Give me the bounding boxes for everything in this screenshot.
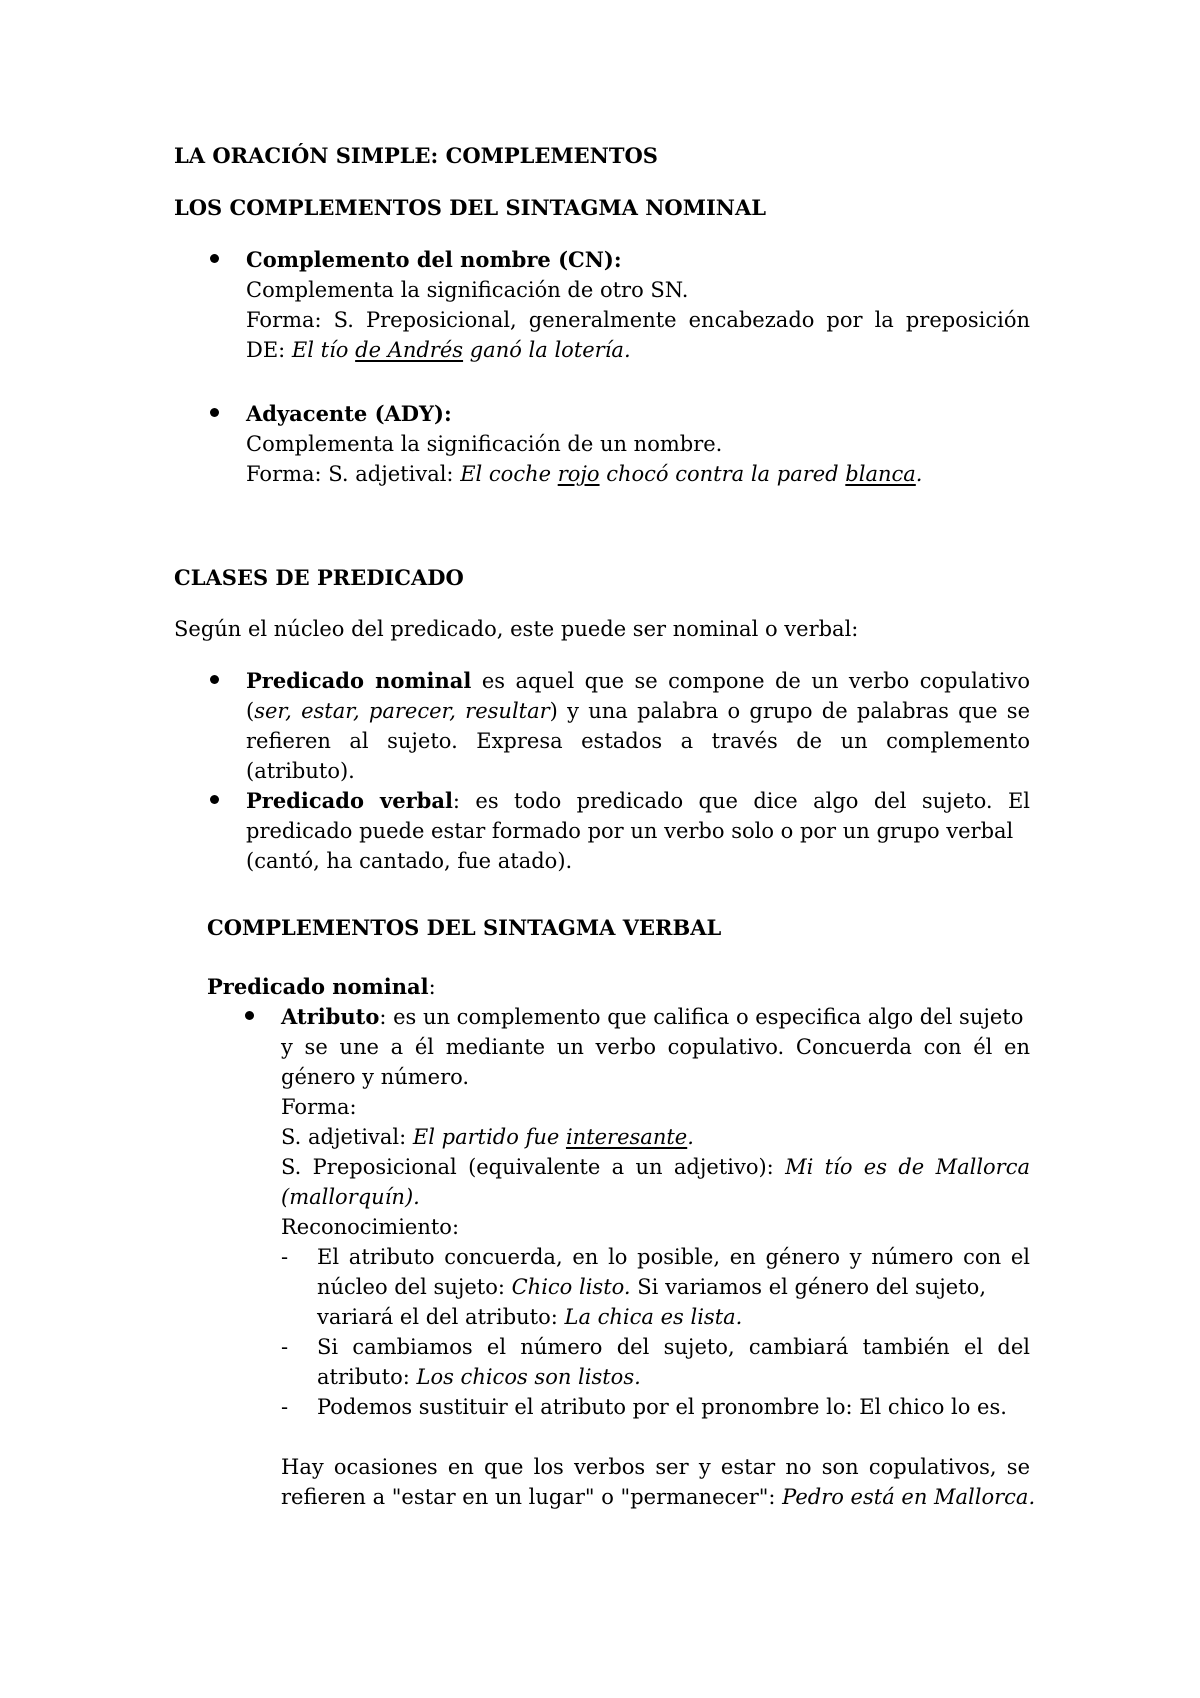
verbal-label: Predicado verbal (246, 788, 453, 813)
dash2-line1: Si cambiamos el número del sujeto, cambiará también el del (317, 1335, 1030, 1359)
section-heading-predicado: CLASES DE PREDICADO (174, 565, 464, 590)
prep-example: Mi tío es de Mallorca (785, 1155, 1030, 1179)
dash1-line3 (317, 1302, 742, 1332)
adj-example-a: El partido fue (412, 1125, 566, 1149)
d1-example-2: La chica es lista. (564, 1305, 743, 1329)
section-heading-nominal: LOS COMPLEMENTOS DEL SINTAGMA NOMINAL (174, 195, 767, 220)
nominal-label: Predicado nominal (246, 668, 472, 693)
cn-line1: Complementa la significación de otro SN. (246, 278, 689, 302)
d1-l3a: variará el del atributo: (317, 1305, 565, 1329)
note-l2a: refieren a "estar en un lugar" o "permanecer": (281, 1485, 783, 1509)
cn-line3-prefix: DE: (246, 338, 292, 362)
ady-example-underlined-1: rojo (557, 462, 600, 486)
verbal-l1: : es todo predicado que dice algo del sujeto. El (452, 789, 1030, 813)
atributo-line1 (281, 1002, 1023, 1032)
bullet-icon (210, 254, 219, 263)
note-line1: Hay ocasiones en que los verbos ser y estar no son copulativos, se (281, 1455, 1030, 1479)
verbal-line1 (246, 786, 1030, 816)
dash-icon: - (281, 1335, 289, 1359)
atributo-forma: Forma: (281, 1095, 357, 1119)
bullet-icon (210, 675, 219, 684)
atributo-preposicional-2: (mallorquín). (281, 1185, 420, 1209)
d2-example: Los chicos son listos. (416, 1365, 641, 1389)
nominal-l2a: ( (246, 699, 255, 723)
ady-label: Adyacente (ADY): (246, 401, 452, 426)
nominal-l2c: ) y una palabra o grupo de palabras que se (549, 699, 1030, 723)
nominal-verbs: ser, estar, parecer, resultar (254, 699, 550, 723)
nominal-line2 (246, 696, 1030, 726)
ady-example-c: chocó contra la pared (599, 462, 846, 486)
nominal-l1: es aquel que se compone de un verbo copulativo (471, 669, 1030, 693)
atributo-adjetival (281, 1122, 694, 1152)
verbal-line2: predicado puede estar formado por un verbo solo o por un grupo verbal (246, 819, 1014, 843)
cn-line2: Forma: S. Preposicional, generalmente encabezado por la preposición (246, 308, 1030, 332)
document-title: LA ORACIÓN SIMPLE: COMPLEMENTOS (174, 143, 658, 168)
atributo-l1: : es un complemento que califica o especifica algo del sujeto (379, 1005, 1024, 1029)
dash3-line1: Podemos sustituir el atributo por el pronombre lo: El chico lo es. (317, 1395, 1007, 1419)
nominal-line1 (246, 666, 1030, 696)
d1-l2c: Si variamos el género del sujeto, (630, 1275, 986, 1299)
verbal-line3: (cantó, ha cantado, fue atado). (246, 849, 573, 873)
adj-prefix: S. adjetival: (281, 1125, 413, 1149)
ady-line2 (246, 459, 922, 489)
dash1-line2 (317, 1272, 986, 1302)
dash1-line1: El atributo concuerda, en lo posible, en género y número con el (317, 1245, 1030, 1269)
note-example: Pedro está en Mallorca. (782, 1485, 1036, 1509)
cn-example-underlined: de Andrés (355, 338, 464, 362)
nominal-line3: refieren al sujeto. Expresa estados a través de un complemento (246, 729, 1030, 753)
dash-icon: - (281, 1245, 289, 1269)
predicado-intro: Según el núcleo del predicado, este puede ser nominal o verbal: (174, 617, 859, 641)
bullet-icon (245, 1011, 254, 1020)
atributo-preposicional (281, 1152, 1030, 1182)
cn-line3 (246, 335, 631, 365)
adj-example-underlined: interesante (565, 1125, 688, 1149)
subheading-colon: : (428, 975, 436, 999)
d1-example: Chico listo. (511, 1275, 631, 1299)
atributo-reconocimiento: Reconocimiento: (281, 1215, 460, 1239)
d2-l2a: atributo: (317, 1365, 417, 1389)
atributo-label: Atributo (281, 1004, 380, 1029)
dash2-line2 (317, 1362, 641, 1392)
cn-label: Complemento del nombre (CN): (246, 247, 622, 272)
ady-line1: Complementa la significación de un nombre. (246, 432, 723, 456)
d1-l2a: núcleo del sujeto: (317, 1275, 512, 1299)
nominal-line4: (atributo). (246, 759, 355, 783)
ady-example-a: El coche (460, 462, 558, 486)
bullet-icon (210, 795, 219, 804)
section-heading-verbal: COMPLEMENTOS DEL SINTAGMA VERBAL (207, 915, 722, 940)
prep-prefix: S. Preposicional (equivalente a un adjetivo): (281, 1155, 786, 1179)
ady-line2-prefix: Forma: S. adjetival: (246, 462, 461, 486)
ady-example-underlined-2: blanca (845, 462, 916, 486)
atributo-line2: y se une a él mediante un verbo copulativo. Concuerda con él en (281, 1035, 1030, 1059)
note-line2 (281, 1482, 1035, 1512)
dash-icon: - (281, 1395, 289, 1419)
cn-example-c: ganó la lotería. (463, 338, 631, 362)
predicado-nominal-subheading (207, 972, 436, 1002)
cn-example-a: El tío (291, 338, 356, 362)
atributo-line3: género y número. (281, 1065, 470, 1089)
bullet-icon (210, 408, 219, 417)
ady-example-e: . (915, 462, 923, 486)
adj-example-c: . (687, 1125, 694, 1149)
subheading-text: Predicado nominal (207, 974, 429, 999)
